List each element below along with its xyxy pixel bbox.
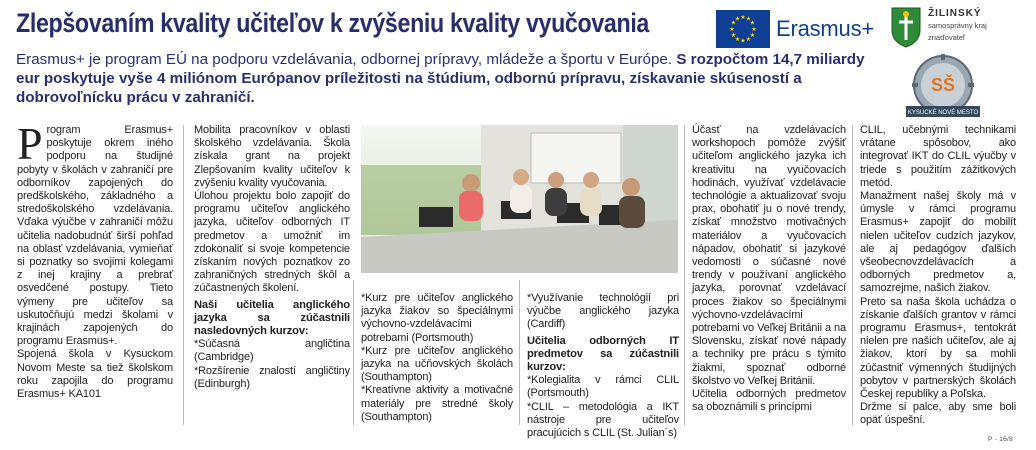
list-item: *Rozšírenie znalostí angličtiny (Edinburgh) [194, 364, 350, 390]
body-paragraph: Učitelia odborných predmetov sa oboznámili s princípmi [692, 388, 846, 414]
article-column-6 [860, 124, 1016, 428]
list-item: *Kolegialita v rámci CLIL (Portsmouth) [527, 374, 679, 400]
svg-text:★: ★ [740, 14, 746, 21]
svg-text:★: ★ [745, 15, 752, 23]
svg-text:★: ★ [751, 26, 757, 33]
article-column-1 [17, 118, 173, 401]
lead-paragraph [16, 50, 884, 107]
body-paragraph: Účasť na vzdelávacích workshopoch pomôže zvýšiť učiteľom anglického jazyka ich kreativitu na vyučovacích hodinách, využívať vzdelávacie technológie a aktualizovať svoju prax, obohatiť ju o nové trendy, získať množstvo motivačných materiálov a vyučovacích nápadov, obohatiť si jazykové vedomosti o súčasné nové trendy v používaní anglického jazyka, porovnať vzdelávací proces žiakov so špeciálnymi výchovno-vzdelávacími potrebami vo Veľkej Británii a na Slovensku, získať nové nápady a techniky pre prácu s týmito žiakmi, spoznať odborné školstvo vo Veľkej Británii. [692, 124, 846, 387]
body-paragraph: CLIL, učebnými technikami vrátane spôsobov, ako integrovať IKT do CLIL výučby v triede s použitím zážitkových metód. [860, 124, 1016, 189]
body-paragraph: Manažment našej školy má v úmysle v rámci programu Erasmus+ zapojiť do mobilít nielen učiteľov cudzích jazykov, ale aj pedagógov ďalších všeobecnovzdelávacích a odborných predmetov a, samozrejme, našich žiakov. [860, 190, 1016, 295]
region-subtitle: samosprávny kraj [928, 21, 987, 30]
page-reference: P - 16/8 [988, 436, 1014, 443]
subheading: Naši učitelia anglického jazyka sa zúčastnili nasledovných kurzov: [194, 298, 350, 338]
list-item: *Využívanie technológií pri výučbe anglického jazyka (Cardiff) [527, 292, 679, 331]
body-paragraph: Preto sa naša škola uchádza o získanie ďalších grantov v rámci programu Erasmus+, tentokrát nielen pre našich učiteľov, ale aj žiakov, ktorí by sa mohli zúčastniť výmenných študijných pobytov v partnerských školách Českej republiky a Poľska. [860, 295, 1016, 401]
svg-text:★: ★ [734, 36, 741, 43]
svg-text:★: ★ [749, 19, 756, 27]
coat-of-arms-icon [890, 6, 922, 48]
article-column-3 [361, 292, 513, 424]
erasmus-logo [716, 10, 882, 50]
list-item: *Kreatívne aktivity a motivačné materiály pre stredné školy (Southampton) [361, 384, 513, 423]
column-divider [684, 125, 685, 425]
zilina-region-logo [890, 6, 1030, 52]
body-paragraph: rogram Erasmus+ poskytuje okrem iného podporu na študijné pobyty v školách v zahraničí pre odborníkov zapojených do predškolského, základného a stredoškolského vzdelávania. Vďaka výučbe v zahraničí môžu učitelia nadobudnúť širší pohľad na oblasť vzdelávania, vymieňať si poznatky so svojimi kolegami z inej krajiny a prebrať osvedčené postupy. Tieto výmeny pre učiteľov sa uskutočňujú medzi školami v krajinách zapojených do programu Erasmus+. [17, 124, 173, 348]
svg-text:★: ★ [729, 26, 735, 33]
drop-cap: P [17, 118, 43, 169]
svg-text:★: ★ [734, 15, 741, 23]
svg-text:SŠ: SŠ [930, 75, 956, 95]
article-column-2 [194, 124, 350, 391]
article-column-4 [527, 292, 679, 440]
svg-text:★: ★ [749, 32, 756, 39]
body-paragraph: Držme si palce, aby sme boli opäť úspešní. [860, 401, 1016, 427]
column-divider [852, 125, 853, 425]
region-name: ŽILINSKÝ [928, 8, 982, 19]
list-item: *Kurz pre učiteľov anglického jazyka na učňovských školách (Southampton) [361, 344, 513, 384]
lead-text: Erasmus+ je program EÚ na podporu vzdelávania, odbornej prípravy, mládeže a športu v Európe. [16, 51, 677, 68]
teachers-photo [361, 125, 678, 273]
article-column-5 [692, 124, 846, 414]
article-headline: Zlepšovaním kvality učiteľov k zvýšeniu kvality vyučovania [16, 8, 650, 38]
list-item: *Súčasná angličtina (Cambridge) [194, 338, 350, 364]
list-item: *Kurz pre učiteľov anglického jazyka žiakov so špeciálnymi výchovno-vzdelávacími potrebami (Portsmouth) [361, 292, 513, 344]
erasmus-wordmark: Erasmus+ [776, 16, 875, 41]
school-logo [898, 54, 988, 120]
svg-text:KYSUCKÉ NOVÉ MESTO: KYSUCKÉ NOVÉ MESTO [907, 110, 979, 116]
svg-text:★: ★ [730, 32, 737, 39]
body-paragraph: Úlohou projektu bolo zapojiť do programu učiteľov anglického jazyka, učiteľov odborných IT predmetov a umožniť im zdokonaliť si svoje kompetencie získaním nových poznatkov zo zahraničných stredných škôl a zúčastnených školení. [194, 190, 350, 295]
region-role: zriaďovateľ [928, 33, 966, 42]
svg-text:★: ★ [745, 36, 752, 43]
list-item: *CLIL – metodológia a IKT nástroje pre učiteľov pracujúcich s CLIL (St. Julian´s) [527, 400, 679, 440]
body-paragraph: Spojená škola v Kysuckom Novom Meste sa tiež školskom roku zapojila do programu Erasmus+ KA101 [17, 348, 173, 401]
column-divider [353, 280, 354, 425]
column-divider [519, 280, 520, 425]
svg-text:★: ★ [740, 37, 746, 45]
svg-text:★: ★ [730, 19, 737, 27]
eu-flag-icon [716, 10, 770, 48]
subheading: Učitelia odborných IT predmetov sa zúčastnili kurzov: [527, 334, 679, 374]
body-paragraph: Mobilita pracovníkov v oblasti školského vzdelávania. Škola získala grant na projekt Zlepšovaním kvality učiteľov k zvýšeniu kvality vyučovania. [194, 124, 350, 189]
lead-bold-text: S rozpočtom 14,7 miliardy eur poskytuje vyše 4 miliónom Európanov príležitosti na štúdium, odbornú prípravu, získavanie skúseností a dobrovoľnícku prácu v zahraničí. [16, 51, 865, 106]
column-divider [183, 125, 184, 425]
